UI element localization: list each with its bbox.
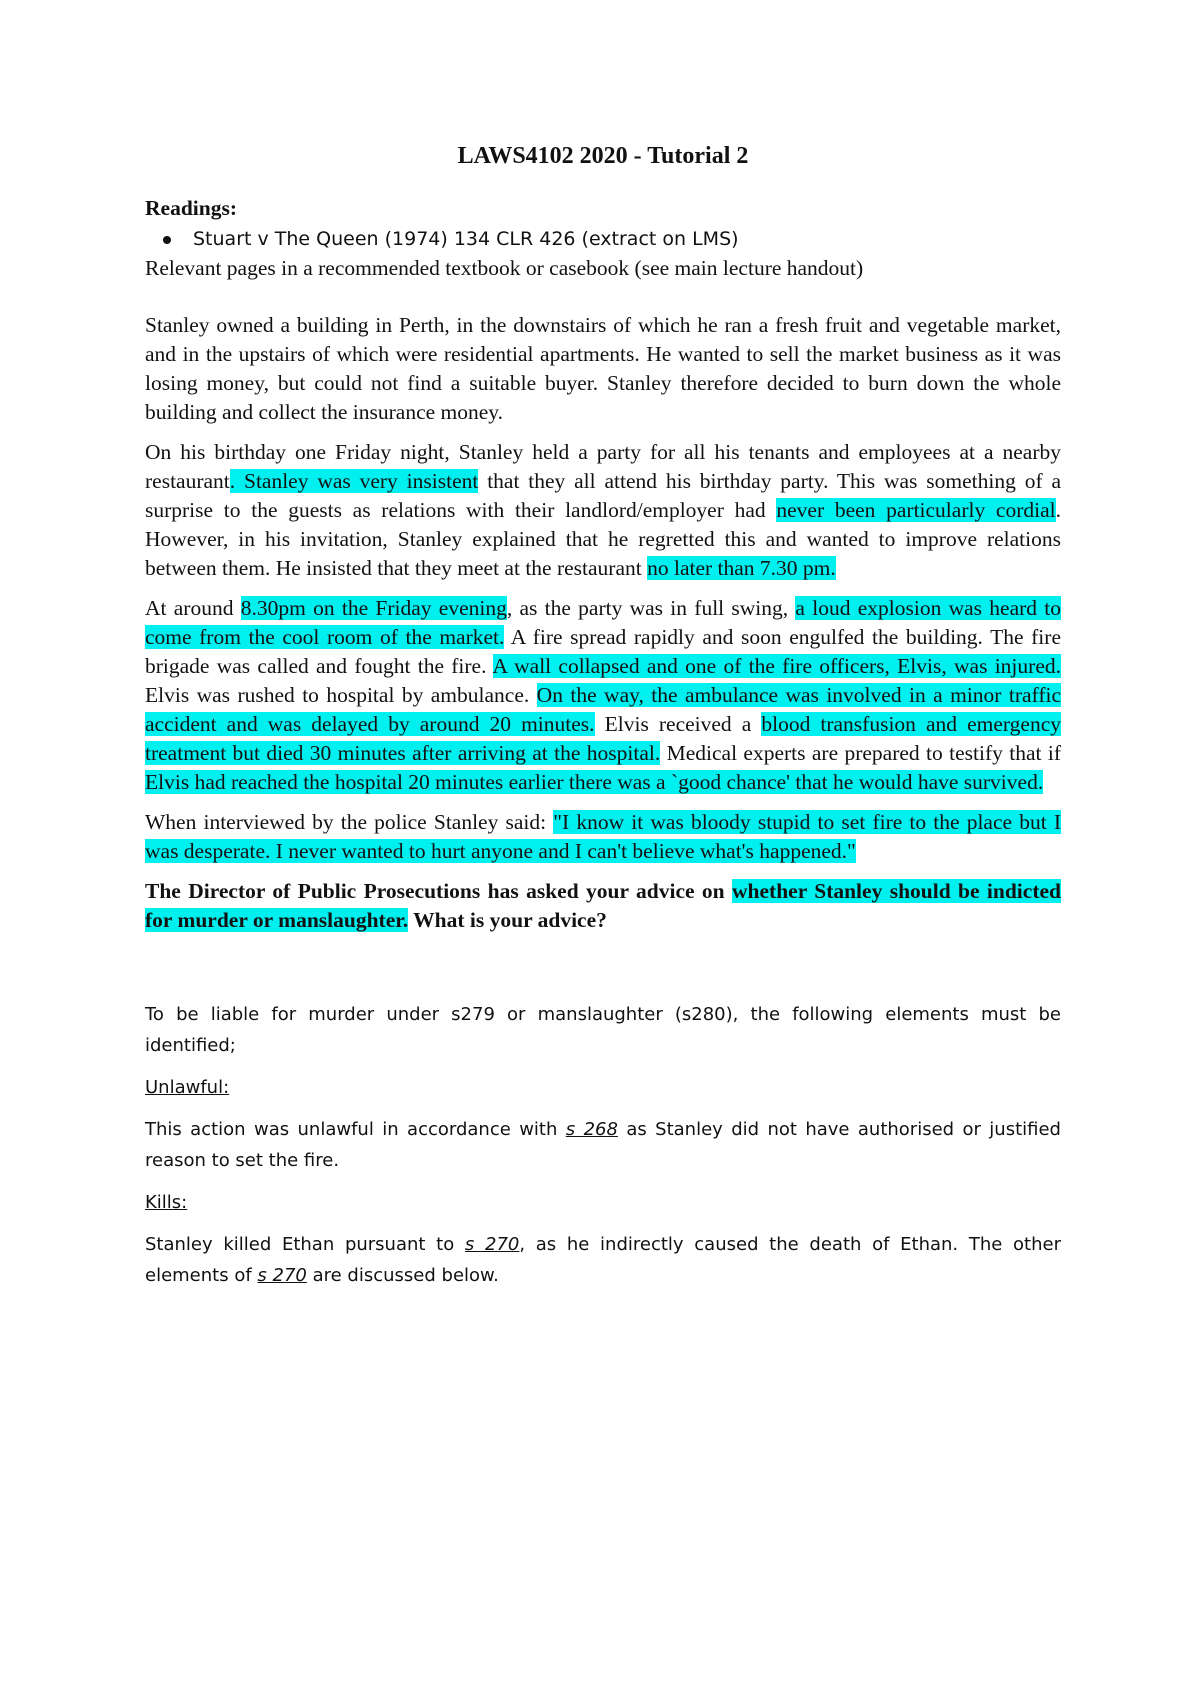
text: , as he indirectly caused the death of Ethan. The other elements of bbox=[145, 1234, 1061, 1286]
kills-paragraph bbox=[145, 1229, 1061, 1291]
scenario-paragraph-3 bbox=[145, 594, 1061, 797]
highlight: no later than 7.30 pm. bbox=[647, 556, 836, 580]
highlight: never been particularly cordial bbox=[776, 498, 1056, 522]
text: When interviewed by the police Stanley said: bbox=[145, 810, 554, 834]
text: Elvis received a bbox=[594, 712, 762, 736]
highlight: A wall collapsed and one of the fire officers, Elvis, was injured. bbox=[492, 654, 1061, 678]
text: At around bbox=[145, 596, 241, 620]
text: are discussed below. bbox=[306, 1265, 499, 1286]
text: Elvis was rushed to hospital by ambulance. bbox=[145, 683, 537, 707]
text: Medical experts are prepared to testify that if bbox=[660, 741, 1061, 765]
readings-list bbox=[145, 225, 1061, 254]
scenario-paragraph-2 bbox=[145, 438, 1061, 583]
kills-heading: Kills: bbox=[145, 1192, 188, 1213]
highlight-quote: "I know it was bloody stupid to set fire to the place but I was desperate. I never wanted to hurt anyone and I can't believe what's happened." bbox=[145, 810, 1061, 863]
text: , as the party was in full swing, bbox=[506, 596, 796, 620]
text: What is your advice? bbox=[408, 908, 607, 932]
text: as Stanley did not have authorised or justified reason to set the fire. bbox=[145, 1119, 1061, 1171]
text: This action was unlawful in accordance with bbox=[145, 1119, 566, 1140]
answer-intro: To be liable for murder under s279 or manslaughter (s280), the following elements must be identified; bbox=[145, 1004, 1061, 1056]
text: The Director of Public Prosecutions has asked your advice on bbox=[145, 879, 733, 903]
text: On his birthday one Friday night, Stanley held a party for all his tenants and employees at a nearby restaurant bbox=[145, 440, 1061, 493]
section-reference: s 270 bbox=[464, 1234, 520, 1255]
highlight: . Stanley was very insistent bbox=[229, 469, 479, 493]
readings-label: Readings: bbox=[145, 196, 237, 220]
question-paragraph bbox=[145, 877, 1061, 935]
text: Stanley killed Ethan pursuant to bbox=[145, 1234, 465, 1255]
reading-item: Stuart v The Queen (1974) 134 CLR 426 (extract on LMS) bbox=[193, 225, 1061, 254]
highlight: On the way, the ambulance was involved in a minor traffic accident and was delayed by around 20 minutes. bbox=[145, 683, 1061, 736]
highlight: Elvis had reached the hospital 20 minutes earlier there was a `good chance' that he would have survived. bbox=[145, 770, 1044, 794]
section-reference: s 268 bbox=[565, 1119, 618, 1140]
scenario-paragraph-1: Stanley owned a building in Perth, in the downstairs of which he ran a fresh fruit and vegetable market, and in the upstairs of which were residential apartments. He wanted to sell the market business as it was losing money, but could not find a suitable buyer. Stanley therefore decided to burn down the whole building and collect the insurance money. bbox=[145, 313, 1061, 424]
unlawful-heading: Unlawful: bbox=[145, 1077, 230, 1098]
document-title: LAWS4102 2020 - Tutorial 2 bbox=[457, 143, 749, 169]
highlight: blood transfusion and emergency treatment but died 30 minutes after arriving at the hospital. bbox=[145, 712, 1062, 765]
highlight: whether Stanley should be indicted for murder or manslaughter. bbox=[145, 879, 1061, 932]
highlight: a loud explosion was heard to come from the cool room of the market. bbox=[145, 596, 1062, 649]
readings-note: Relevant pages in a recommended textbook or casebook (see main lecture handout) bbox=[145, 256, 864, 280]
document-page bbox=[145, 140, 1061, 1291]
text: . However, in his invitation, Stanley explained that he regretted this and wanted to improve relations between them. He insisted that they meet at the restaurant bbox=[145, 498, 1061, 580]
highlight: 8.30pm on the Friday evening bbox=[240, 596, 507, 620]
section-reference: s 270 bbox=[257, 1265, 307, 1286]
scenario-paragraph-4 bbox=[145, 808, 1061, 866]
text: A fire spread rapidly and soon engulfed the building. The fire brigade was called and fought the fire. bbox=[145, 625, 1061, 678]
unlawful-paragraph bbox=[145, 1114, 1061, 1176]
text: that they all attend his birthday party. This was something of a surprise to the guests as relations with their landlord/employer had bbox=[145, 469, 1061, 522]
